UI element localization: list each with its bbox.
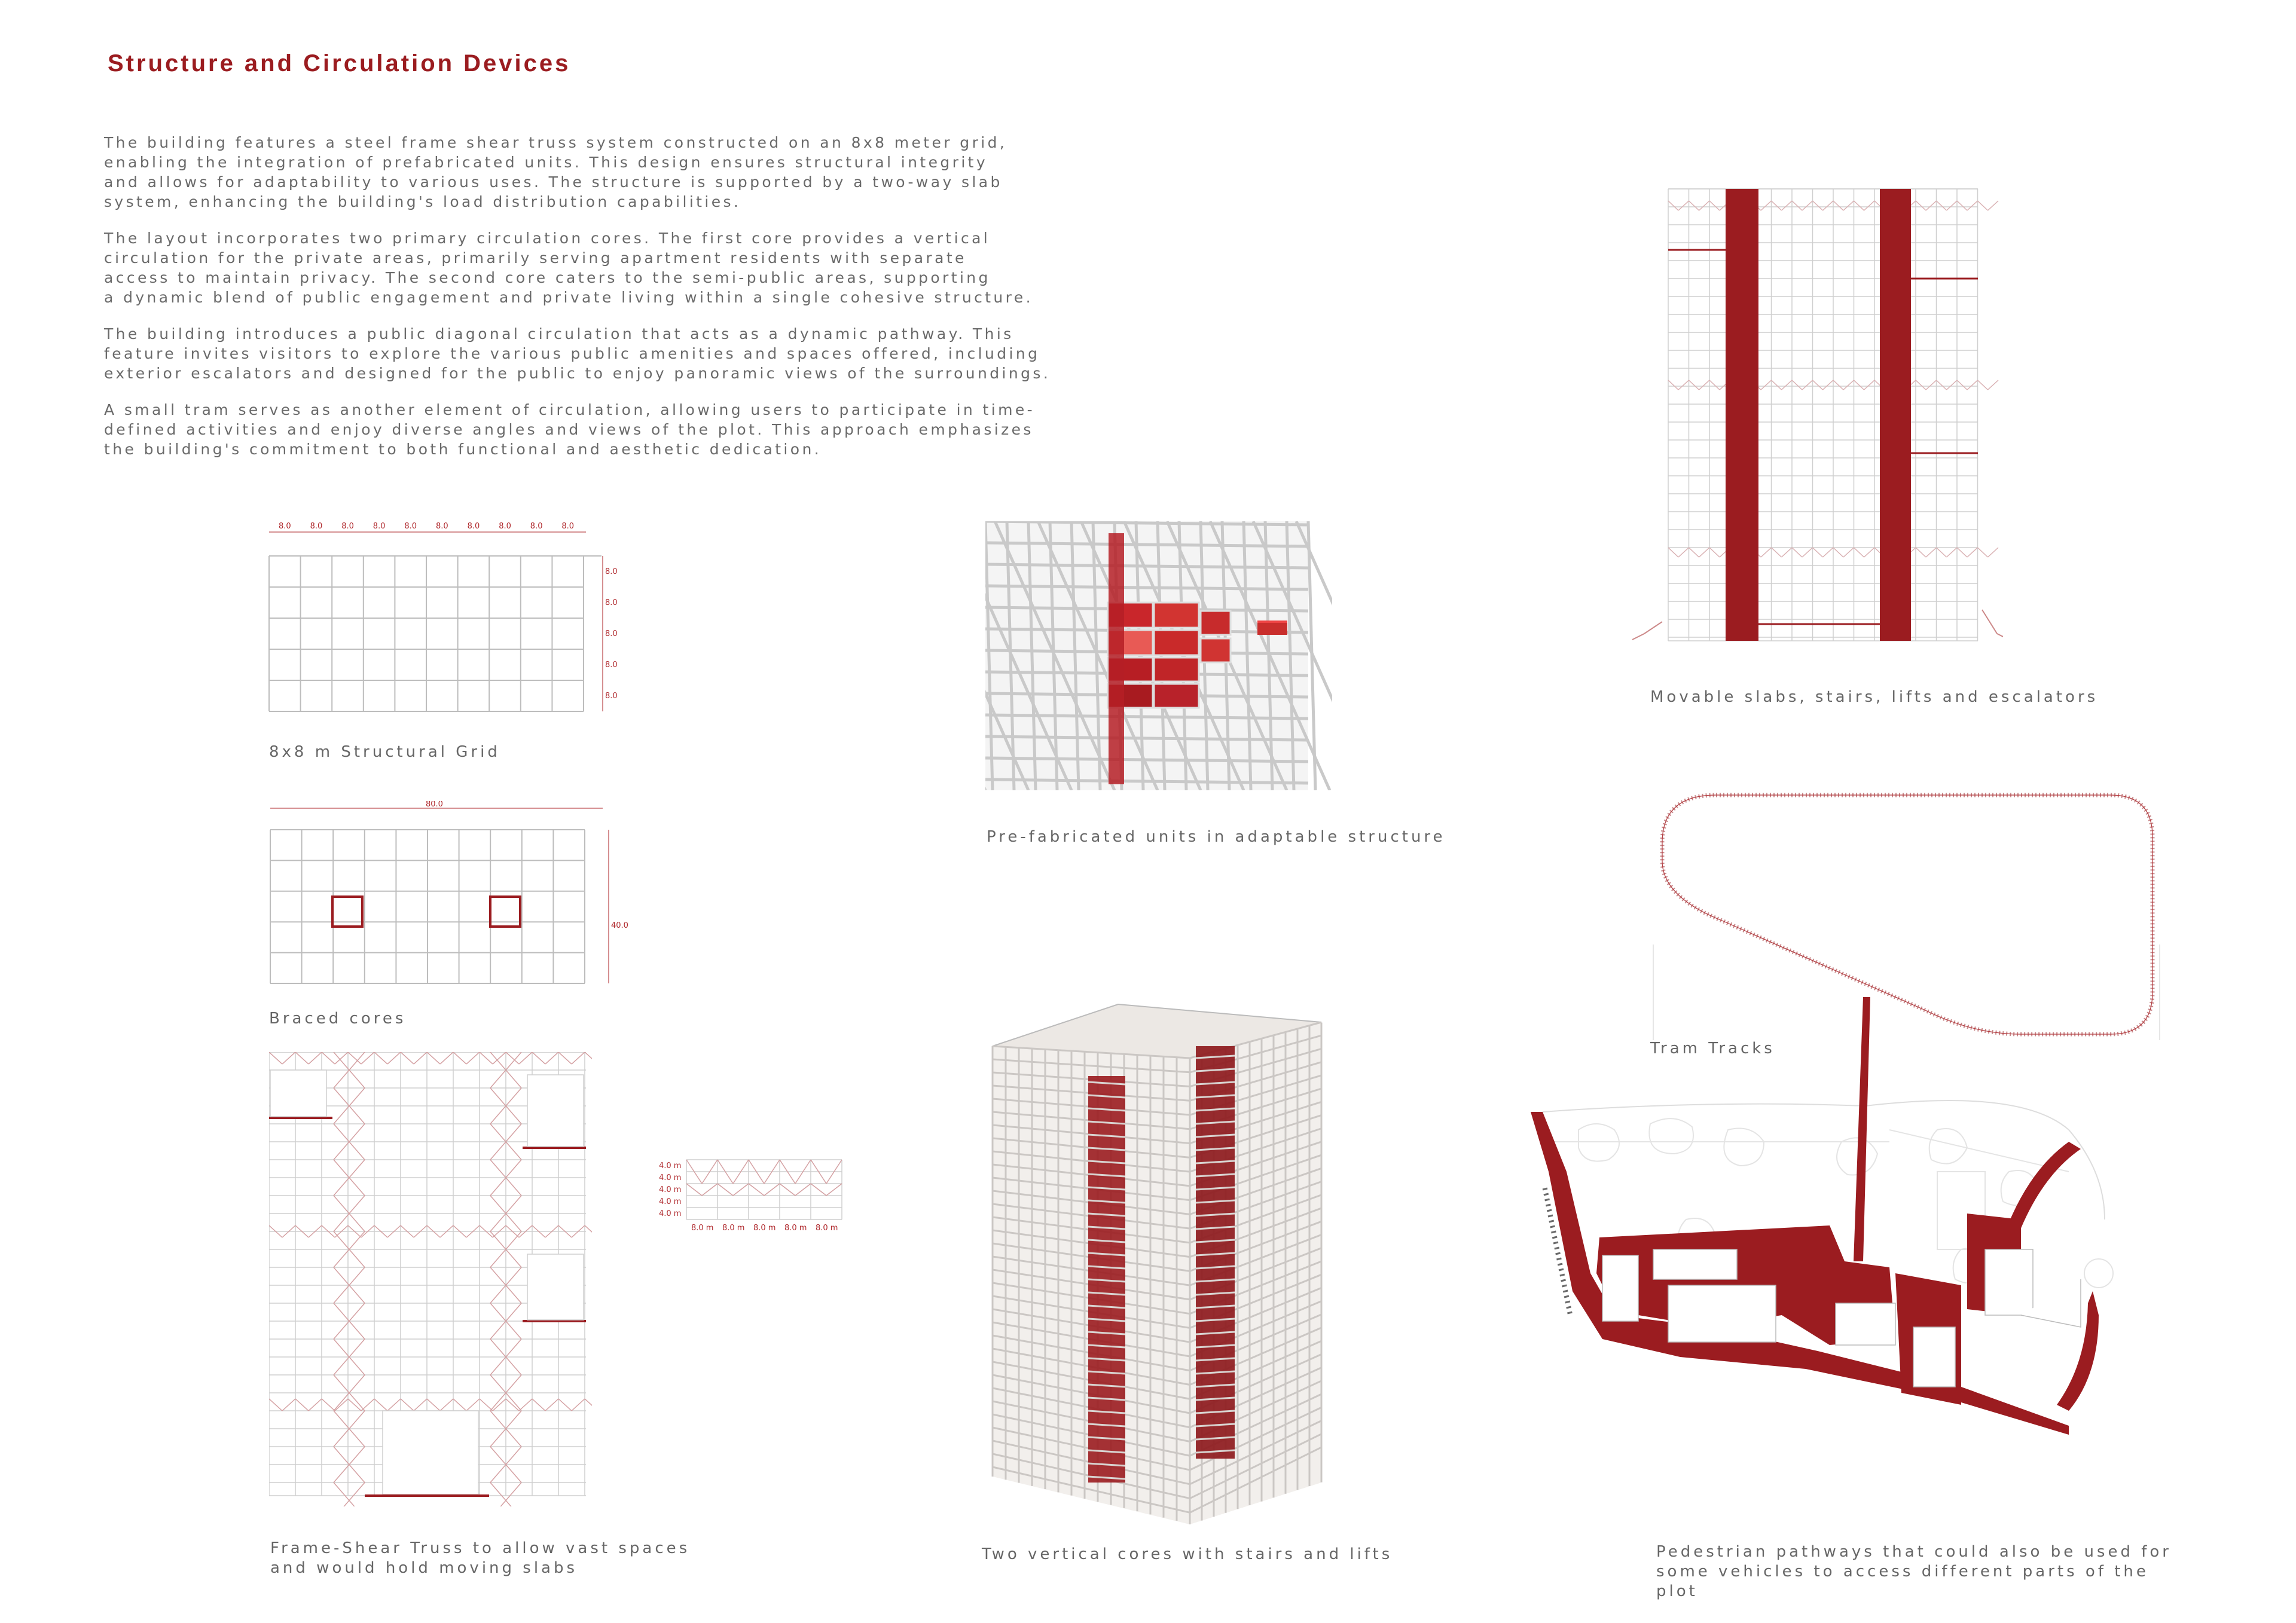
grid-side-dim: 8.0 xyxy=(605,567,618,576)
detail-side-dim: 4.0 m xyxy=(659,1197,682,1206)
grid-top-dim: 8.0 xyxy=(467,522,480,531)
braced-cores-drawing xyxy=(263,801,634,992)
prefab-unit xyxy=(1154,684,1199,708)
detail-side-dim: 4.0 m xyxy=(659,1173,682,1182)
page-title: Structure and Circulation Devices xyxy=(108,50,571,77)
cores-height-dim: 40.0 xyxy=(611,921,628,930)
truss-elevation-drawing xyxy=(269,1052,592,1506)
grid-side-dim: 8.0 xyxy=(605,598,618,607)
structural-grid-caption: 8x8 m Structural Grid xyxy=(269,743,500,761)
intro-paragraph-diagonal: The building introduces a public diagonal circulation that acts as a dynamic pathway. This feature invites visitors to explore the various public amenities and spaces offered, including exterior escalators and designed for the public to enjoy panoramic views of the surroundings. xyxy=(104,325,1051,382)
prefab-unit xyxy=(1201,611,1231,635)
slabs-caption: Movable slabs, stairs, lifts and escalators xyxy=(1650,688,2099,706)
intro-paragraph-tram: A small tram serves as another element of circulation, allowing users to participate in time- defined activities and enjoy diverse angles and views of the plot. This approach emphasizes the building's commitment to both functional and aesthetic dedication. xyxy=(104,401,1036,458)
grid-top-dim: 8.0 xyxy=(561,522,575,531)
detail-bottom-dim: 8.0 m xyxy=(722,1224,745,1233)
grid-top-dim: 8.0 xyxy=(404,522,417,531)
cores3d-caption: Two vertical cores with stairs and lifts xyxy=(982,1545,1393,1563)
prefab-units-render xyxy=(985,521,1332,790)
prefab-unit xyxy=(1154,658,1199,681)
prefab-unit xyxy=(1154,630,1199,655)
intro-paragraph-cores: The layout incorporates two primary circulation cores. The first core provides a vertical circulation for the private areas, primarily serving apartment residents with separate access to maintain privacy. The second core caters to the semi-public areas, supporting a dynamic blend of public engagement and private living within a single cohesive structure. xyxy=(104,230,1033,306)
grid-top-dim: 8.0 xyxy=(341,522,354,531)
intro-paragraph-structure: The building features a steel frame shear truss system constructed on an 8x8 meter grid, enabling the integration of prefabricated units. This design ensures structural integrity and allows for adaptability to various uses. The structure is supported by a two-way slab system, enhancing the building's load distribution capabilities. xyxy=(104,134,1007,210)
grid-top-dim: 8.0 xyxy=(310,522,323,531)
prefab-unit xyxy=(1154,603,1199,628)
core-left-bar xyxy=(1726,189,1758,641)
grid-side-dim: 8.0 xyxy=(605,692,618,701)
grid-top-dim: 8.0 xyxy=(279,522,291,531)
tram-caption: Tram Tracks xyxy=(1650,1040,1775,1057)
grid-side-dim: 8.0 xyxy=(605,661,618,670)
detail-side-dim: 4.0 m xyxy=(659,1185,682,1194)
truss-detail-drawing xyxy=(658,1154,861,1249)
grid-top-dim: 8.0 xyxy=(373,522,386,531)
core-right-bar xyxy=(1880,189,1911,641)
detail-side-dim: 4.0 m xyxy=(659,1162,682,1170)
site-plan-drawing xyxy=(1531,992,2248,1483)
structural-grid-drawing xyxy=(263,520,634,723)
detail-side-dim: 4.0 m xyxy=(659,1209,682,1218)
cores-width-dim: 80.0 xyxy=(426,801,443,809)
north-pathway xyxy=(1854,997,1870,1261)
vertical-cores-render xyxy=(987,992,1327,1530)
braced-cores-caption: Braced cores xyxy=(269,1010,407,1028)
truss-caption: Frame-Shear Truss to allow vast spaces and would hold moving slabs xyxy=(270,1539,691,1577)
detail-bottom-dim: 8.0 m xyxy=(784,1224,807,1233)
prefab-unit xyxy=(1201,638,1231,662)
detail-bottom-dim: 8.0 m xyxy=(691,1224,714,1233)
grid-side-dim: 8.0 xyxy=(605,629,618,638)
grid-top-dim: 8.0 xyxy=(436,522,448,531)
detail-bottom-dim: 8.0 m xyxy=(816,1224,838,1233)
prefab-caption: Pre-fabricated units in adaptable structure xyxy=(987,828,1446,846)
intro-text xyxy=(104,133,1109,476)
grid-top-dim: 8.0 xyxy=(499,522,511,531)
grid-top-dim: 8.0 xyxy=(530,522,543,531)
movable-slabs-drawing xyxy=(1620,179,2003,646)
detail-bottom-dim: 8.0 m xyxy=(753,1224,776,1233)
pathways-caption: Pedestrian pathways that could also be used for some vehicles to access different parts of the plot xyxy=(1656,1543,2172,1600)
